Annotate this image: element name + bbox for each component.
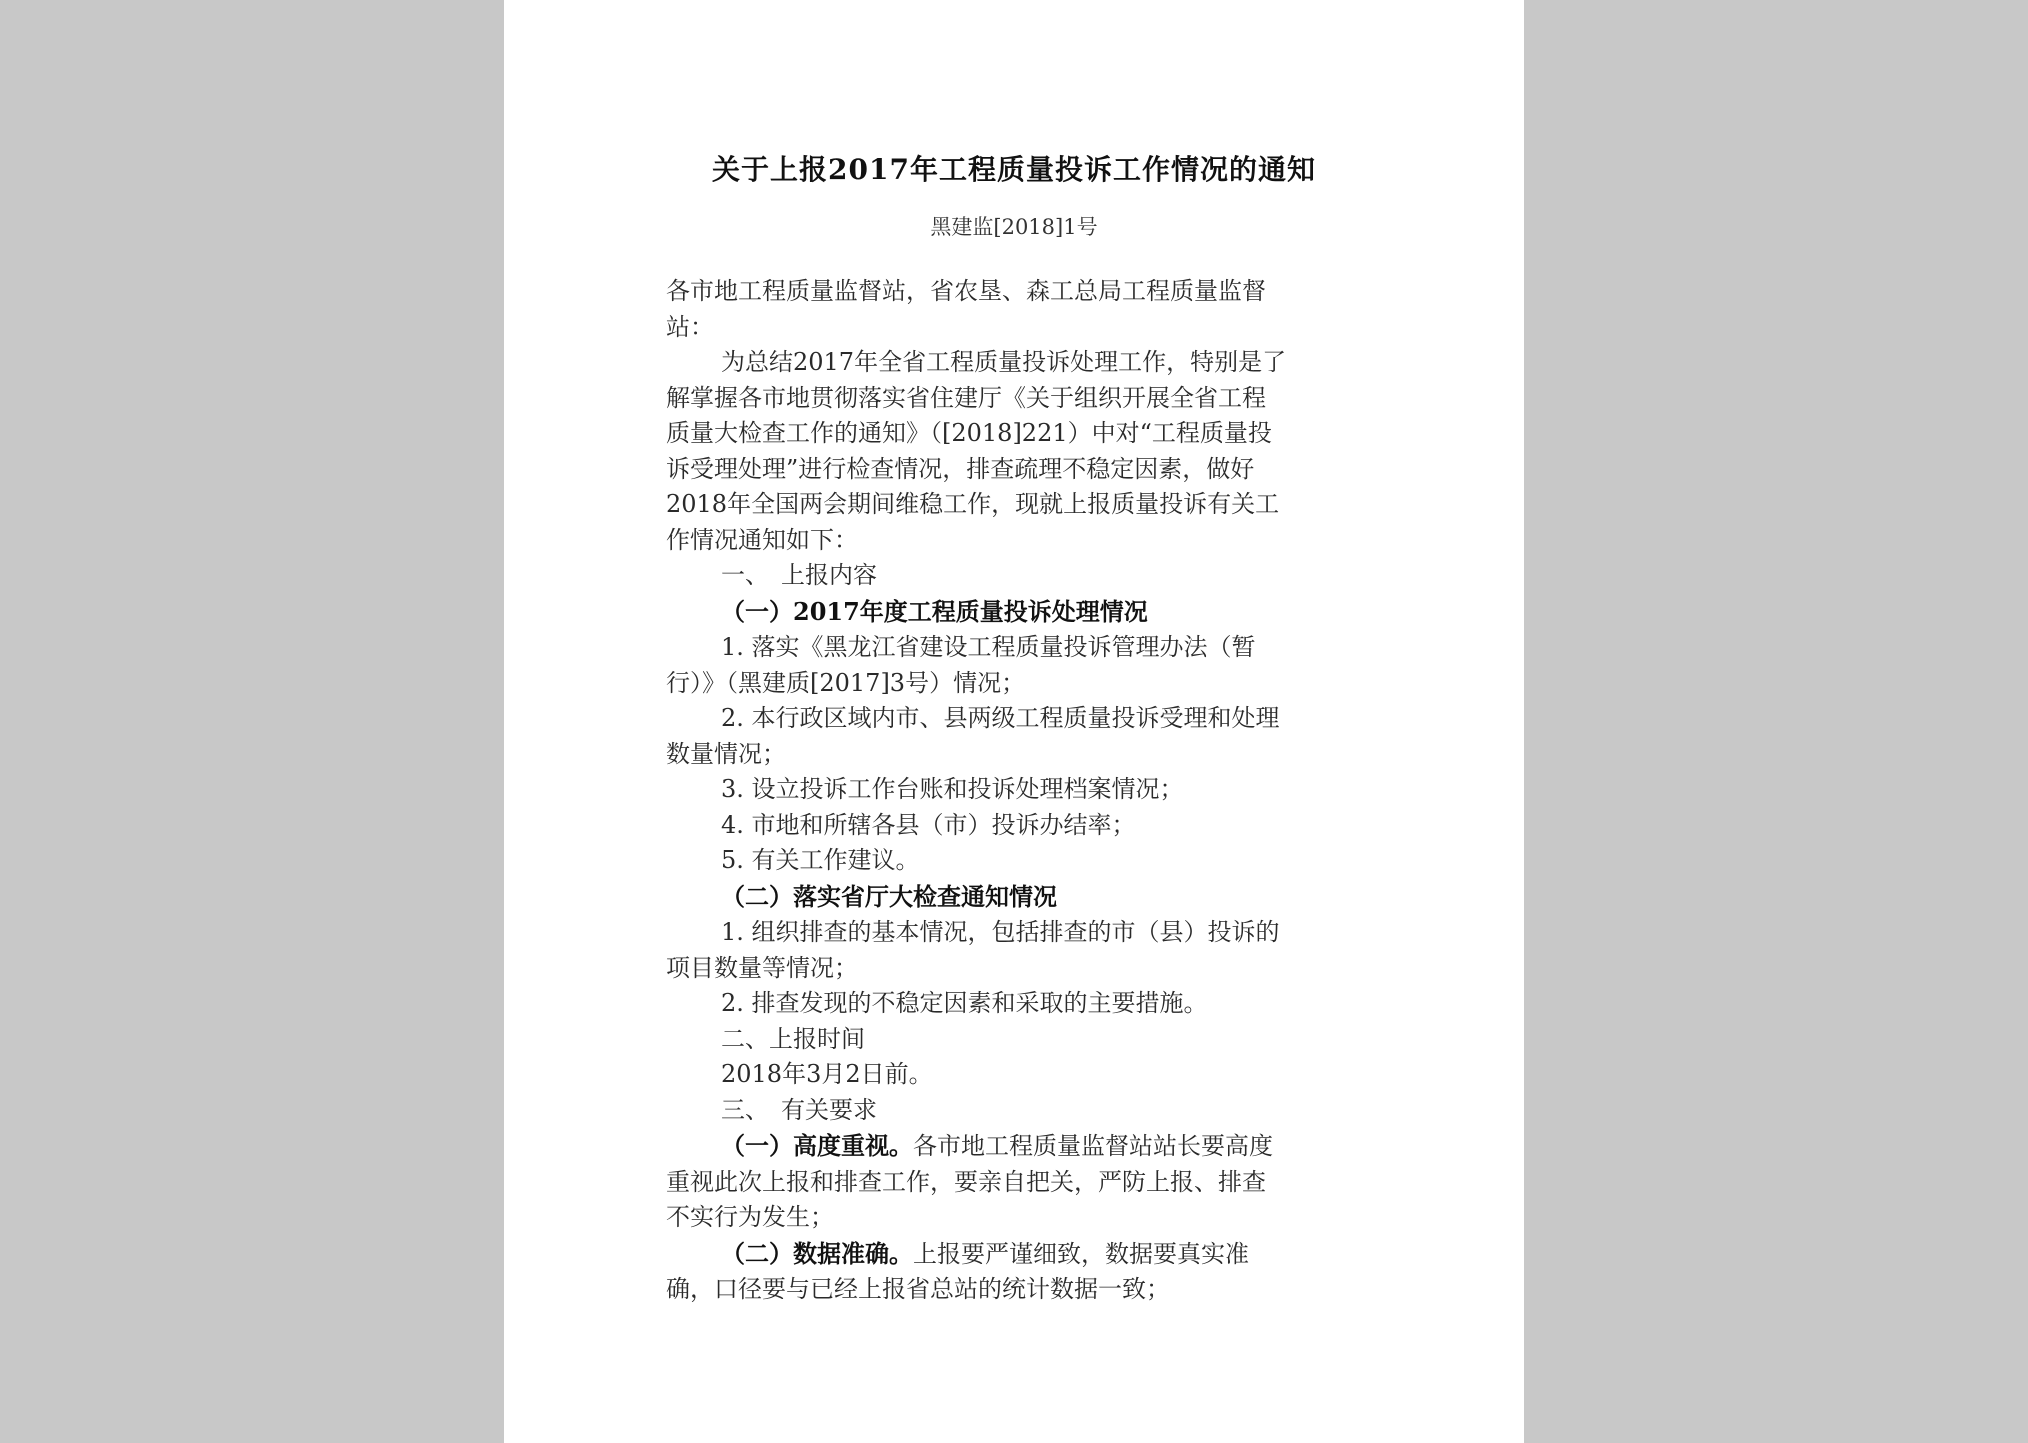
bold-heading: （二）落实省厅大检查通知情况 bbox=[721, 881, 1057, 911]
body-line bbox=[666, 416, 1378, 452]
line-text: 站： bbox=[666, 312, 714, 341]
body-line bbox=[666, 274, 1378, 310]
body-line bbox=[666, 879, 1378, 916]
line-text: 1. 落实《黑龙江省建设工程质量投诉管理办法（暂 bbox=[721, 633, 1256, 661]
body-line bbox=[666, 381, 1378, 417]
line-text: 上报要严谨细致，数据要真实准 bbox=[913, 1239, 1249, 1268]
line-text: 不实行为发生； bbox=[666, 1203, 834, 1231]
body-line bbox=[666, 772, 1378, 808]
line-text: 重视此次上报和排查工作，要亲自把关，严防上报、排查 bbox=[666, 1167, 1266, 1196]
line-text: 解掌握各市地贯彻落实省住建厅《关于组织开展全省工程 bbox=[666, 383, 1266, 412]
line-text: 2018年全国两会期间维稳工作，现就上报质量投诉有关工 bbox=[666, 490, 1280, 518]
line-text: 质量大检查工作的通知》（[2018]221）中对“工程质量投 bbox=[666, 419, 1272, 447]
body-line bbox=[666, 1236, 1378, 1273]
line-text: 作情况通知如下： bbox=[666, 525, 858, 554]
body-line bbox=[666, 737, 1378, 773]
line-text: 各市地工程质量监督站，省农垦、森工总局工程质量监督 bbox=[666, 277, 1266, 305]
line-text: 1. 组织排查的基本情况，包括排查的市（县）投诉的 bbox=[721, 918, 1280, 946]
body-line bbox=[666, 986, 1378, 1022]
body-line bbox=[666, 915, 1378, 951]
line-text: 4. 市地和所辖各县（市）投诉办结率； bbox=[721, 810, 1136, 839]
body-line bbox=[666, 452, 1378, 488]
body-line bbox=[666, 843, 1378, 879]
line-text: 2. 本行政区域内市、县两级工程质量投诉受理和处理 bbox=[721, 704, 1280, 732]
body-line bbox=[666, 1093, 1378, 1129]
body-line bbox=[666, 666, 1378, 702]
body-line bbox=[666, 594, 1378, 631]
body-line bbox=[666, 1272, 1378, 1308]
bold-heading: （一）2017年度工程质量投诉处理情况 bbox=[721, 596, 1148, 626]
line-text: 诉受理处理”进行检查情况，排查疏理不稳定因素，做好 bbox=[666, 454, 1255, 483]
line-text: 一、 上报内容 bbox=[721, 561, 877, 589]
line-text: 各市地工程质量监督站站长要高度 bbox=[913, 1132, 1273, 1160]
line-text: 确，口径要与已经上报省总站的统计数据一致； bbox=[666, 1275, 1170, 1303]
document-title: 关于上报2017年工程质量投诉工作情况的通知 bbox=[712, 153, 1316, 186]
line-text: 二、上报时间 bbox=[721, 1024, 865, 1053]
line-text: 项目数量等情况； bbox=[666, 953, 858, 982]
document-page bbox=[504, 0, 1524, 1443]
line-text: 2. 排查发现的不稳定因素和采取的主要措施。 bbox=[721, 989, 1208, 1017]
body-line bbox=[666, 1057, 1378, 1093]
line-text: 3. 设立投诉工作台账和投诉处理档案情况； bbox=[721, 775, 1184, 803]
body-line bbox=[666, 951, 1378, 987]
line-text: 三、 有关要求 bbox=[721, 1095, 877, 1124]
bold-heading: （一）高度重视。 bbox=[721, 1131, 913, 1160]
line-text: 数量情况； bbox=[666, 739, 786, 768]
body-line bbox=[666, 310, 1378, 346]
body-line bbox=[666, 558, 1378, 594]
body-line bbox=[666, 1022, 1378, 1058]
body-line bbox=[666, 630, 1378, 666]
body-line bbox=[666, 1200, 1378, 1236]
line-text: 5. 有关工作建议。 bbox=[721, 846, 920, 874]
document-body bbox=[666, 274, 1378, 1308]
body-line bbox=[666, 808, 1378, 844]
line-text: 行）》（黑建质[2017]3号）情况； bbox=[666, 668, 1026, 697]
body-line bbox=[666, 523, 1378, 559]
body-line bbox=[666, 1165, 1378, 1201]
body-line bbox=[666, 345, 1378, 381]
document-number: 黑建监[2018]1号 bbox=[930, 215, 1098, 239]
bold-heading: （二）数据准确。 bbox=[721, 1238, 913, 1268]
body-line bbox=[666, 487, 1378, 523]
line-text: 为总结2017年全省工程质量投诉处理工作，特别是了 bbox=[721, 348, 1287, 376]
body-line bbox=[666, 701, 1378, 737]
body-line bbox=[666, 1128, 1378, 1165]
line-text: 2018年3月2日前。 bbox=[721, 1060, 933, 1088]
